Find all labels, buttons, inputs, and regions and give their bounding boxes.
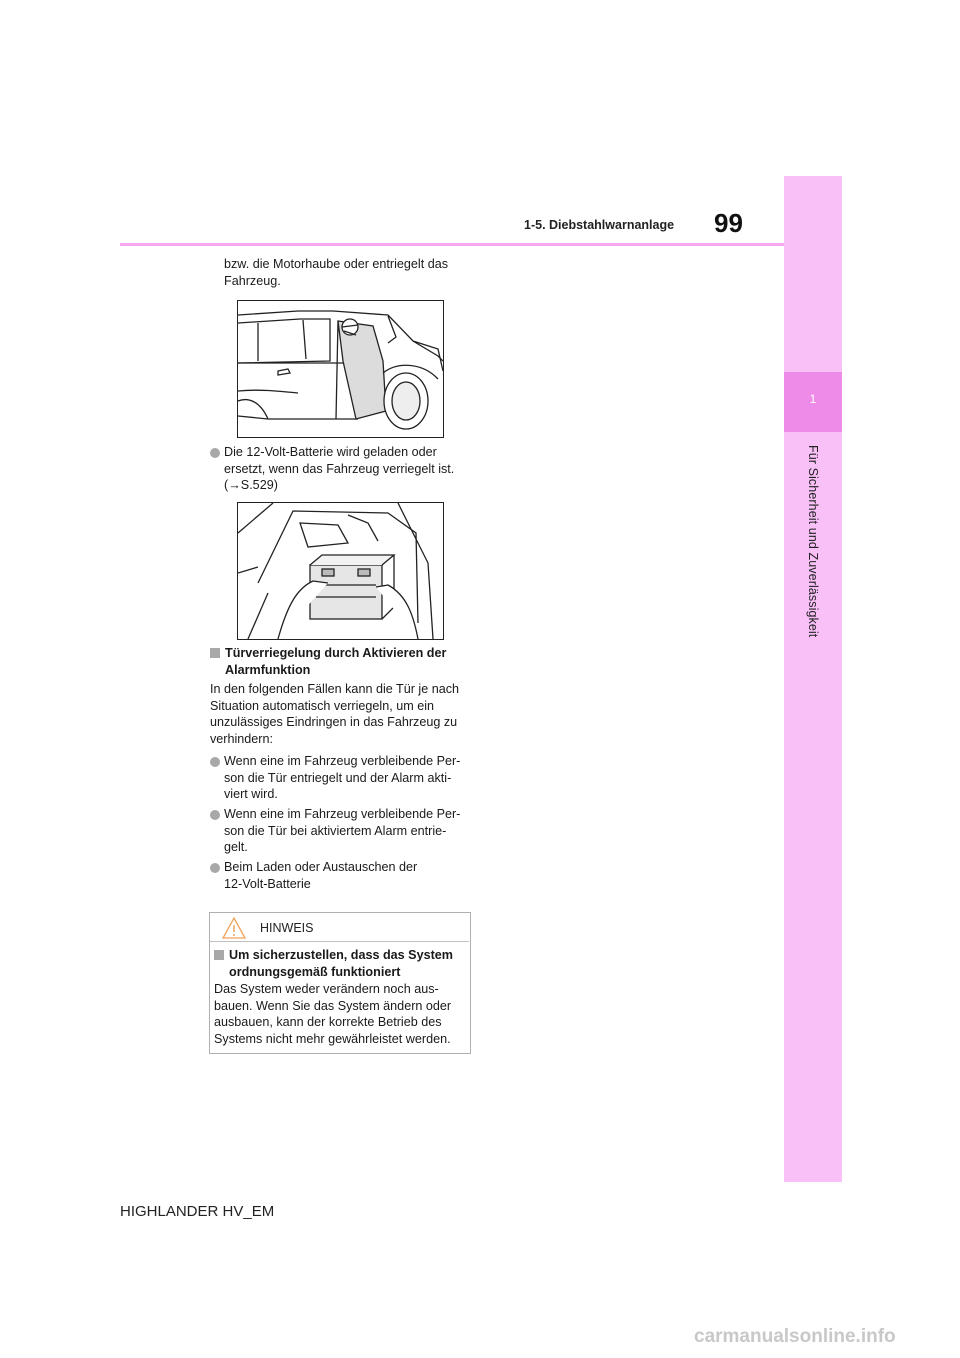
bullet-battery bbox=[210, 444, 472, 494]
paragraph-line: Situation automatisch verriegeln, um ein bbox=[210, 698, 435, 713]
alarm-paragraph bbox=[210, 681, 472, 747]
bullet-dot-icon bbox=[210, 863, 220, 873]
notice-text-line: bauen. Wenn Sie das System ändern oder bbox=[214, 998, 452, 1013]
notice-heading bbox=[214, 947, 466, 980]
intro-line: bzw. die Motorhaube oder entriegelt das bbox=[224, 257, 449, 271]
bullet-line: son die Tür entriegelt und der Alarm akti- bbox=[224, 770, 452, 785]
bullet-line: viert wird. bbox=[224, 787, 278, 801]
bullet-line: Wenn eine im Fahrzeug verbleibende Per- bbox=[224, 754, 461, 768]
section-title: 1-5. Diebstahlwarnanlage bbox=[524, 218, 675, 232]
notice-heading-line: ordnungsgemäß funktioniert bbox=[229, 964, 401, 979]
bullet-dot-icon bbox=[210, 757, 220, 767]
bullet-item bbox=[210, 859, 472, 892]
bullet-line: Beim Laden oder Austauschen der bbox=[224, 860, 418, 874]
bullet-dot-icon bbox=[210, 810, 220, 820]
bullet-line: Wenn eine im Fahrzeug verbleibende Per- bbox=[224, 807, 461, 821]
bullet-line: gelt. bbox=[224, 840, 248, 854]
paragraph-line: verhindern: bbox=[210, 731, 274, 746]
intro-text bbox=[224, 256, 448, 289]
watermark: carmanualsonline.info bbox=[694, 1326, 896, 1347]
car-door-open-illustration bbox=[237, 300, 444, 438]
subheading-line: Alarmfunktion bbox=[225, 662, 311, 677]
footer-model-name: HIGHLANDER HV_EM bbox=[120, 1203, 275, 1220]
subheading-line: Türverriegelung durch Aktivieren der bbox=[225, 646, 447, 660]
notice-label: HINWEIS bbox=[260, 921, 314, 935]
page-number: 99 bbox=[714, 208, 743, 238]
bullet-line: Die 12-Volt-Batterie wird geladen oder bbox=[224, 445, 437, 459]
paragraph-line: unzulässiges Eindringen in das Fahrzeug zu bbox=[210, 715, 458, 729]
bullet-item bbox=[210, 806, 472, 856]
warning-triangle-icon bbox=[222, 917, 246, 944]
paragraph-line: In den folgenden Fällen kann die Tür je nach bbox=[210, 682, 460, 696]
subheading-door-lock-alarm bbox=[210, 645, 472, 678]
page-reference: (→S.529) bbox=[224, 478, 278, 492]
chapter-number: 1 bbox=[809, 392, 817, 406]
bullet-line: 12-Volt-Batterie bbox=[224, 876, 311, 891]
battery-drawing bbox=[238, 503, 443, 639]
bullet-dot-icon bbox=[210, 448, 220, 458]
bullet-line: ersetzt, wenn das Fahrzeug verriegelt ist. bbox=[224, 461, 455, 476]
chapter-title: Für Sicherheit und Zuverlässigkeit bbox=[806, 445, 820, 638]
notice-text bbox=[214, 981, 468, 1047]
header-rule bbox=[120, 243, 784, 246]
notice-text-line: Systems nicht mehr gewährleistet werden. bbox=[214, 1031, 451, 1046]
intro-line: Fahrzeug. bbox=[224, 273, 281, 288]
notice-header-separator bbox=[209, 941, 469, 942]
car-door-open-drawing bbox=[238, 301, 443, 437]
square-bullet-icon bbox=[214, 950, 224, 960]
bullet-item bbox=[210, 753, 472, 803]
chapter-side-tab bbox=[784, 176, 842, 1182]
notice-text-line: Das System weder verändern noch aus- bbox=[214, 982, 439, 996]
notice-heading-line: Um sicherzustellen, dass das System bbox=[229, 948, 453, 962]
bullet-line: son die Tür bei aktiviertem Alarm entrie- bbox=[224, 823, 447, 838]
square-bullet-icon bbox=[210, 648, 220, 658]
notice-text-line: ausbauen, kann der korrekte Betrieb des bbox=[214, 1015, 442, 1029]
battery-illustration bbox=[237, 502, 444, 640]
